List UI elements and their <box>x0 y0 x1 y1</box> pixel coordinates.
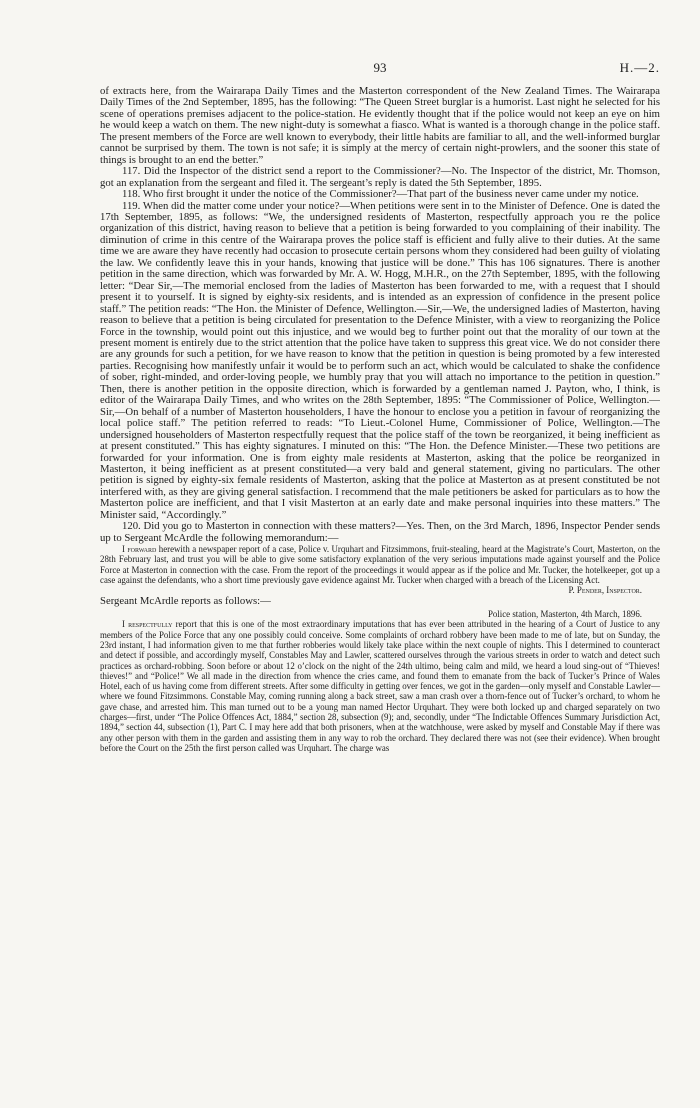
paragraph-118: 118. Who first brought it under the notice of the Commissioner?—That part of the business never came under my notice. <box>122 188 639 201</box>
report-heading: Police station, Masterton, 4th March, 1896. <box>487 609 642 620</box>
inspector-memorandum <box>100 544 660 595</box>
paragraph-continuation: of extracts here, from the Wairarapa Daily Times and the Masterton correspondent of the New Zealand Times. The Wairarapa Daily Times of the 2nd September, 1895, has the following: “The Queen Street burglar is a humorist. Last night he selected for his scene of operations premises adjacent to the police-station. He evidently thought that if the police would not keep an eye on him he would keep a watch on them. The new night-duty is somewhat a fiasco. What is wanted is a thorough change in the police staff. The present members of the Force are well known to everybody, their little habits are familiar to all, and the well-informed burglar cannot be surprised by them. The town is not safe; it is simply at the mercy of certain night-prowlers, and the sooner this state of things is brought to an end the better.” <box>100 85 660 166</box>
memo-signature: P. Pender, Inspector. <box>568 585 642 596</box>
paragraph-117: 117. Did the Inspector of the district send a report to the Commissioner?—No. The Inspector of the district, Mr. Thomson, got an explanation from the sergeant and filed it. The sergeant’s reply is dated the 5th September, 1895. <box>100 165 660 189</box>
memo-text: herewith a newspaper report of a case, Police v. Urquhart and Fitzsimmons, fruit-stealing, heard at the Magistrate’s Court, Masterton, on the 28th February last, and trust you will be able to give some satisfactory explanation of the very serious imputations made against yourself and the Police Force at Masterton in connection with the case. From the report of the proceedings it would appear as if the police and Mr. Tucker, the hotelkeeper, got up a case against the defendants, who a short time previously gave evidence against Mr. Tucker when charged with a breach of the Licensing Act. <box>100 544 660 586</box>
paragraph-sergeant-reports: Sergeant McArdle reports as follows:— <box>100 594 271 607</box>
report-lead: I respectfully <box>122 619 173 630</box>
sergeant-report <box>100 609 660 753</box>
page-header <box>100 60 660 86</box>
report-intro <box>100 596 660 607</box>
report-text: report that this is one of the most extraordinary imputations that has ever been attributed in the hearing of a Court of Justice to any members of the Police Force that any one possibly could conceive. Some complaints of orchard robbery have been made to me of late, but on Sunday, the 23rd instant, I had information given to me that further robberies would likely take place within the next couple of nights. This I determined to counteract and detect if possible, and accordingly myself, Constables May and Lawler, scattered ourselves through the various streets in order to watch and detect such practices as orchard-robbing. Soon before or about 12 o’clock on the night of the 24th ultimo, being calm and mild, we heard a loud sing-out of “Thieves! thieves!” and “Police!” We all made in the direction from whence the cries came, and found them to emanate from the back of Tucker’s Prince of Wales Hotel, each of us having come from different streets. After some difficulty in getting over fences, we got in the garden—only myself and Constable Lawler—where we found Fitzsimmons. Constable May, coming running along a back street, saw a man crash over a thorn-fence out of Tucker’s orchard, to whom he gave chase, and arrested him. This man turned out to be a young man named Hector Urquhart. They were both locked up and charged separately on two charges—first, under “The Police Offences Act, 1884,” section 28, subsection (9); and, secondly, under “The Indictable Offences Summary Jurisdiction Act, 1894,” section 44, subsection (1), Part C. I may here add that both prisoners, when at the watchhouse, were asked by myself and Constable May if there was any other person with them in the garden and assisting them in any way to rob the orchard. They declared there was not (see their evidence). When brought before the Court on the 25th the first person called was Urquhart. The charge was <box>100 619 660 753</box>
page-number: 93 <box>373 60 387 75</box>
main-text <box>100 86 660 544</box>
memo-lead: I forward <box>122 544 157 555</box>
paragraph-119: 119. When did the matter come under your notice?—When petitions were sent in to the Minister of Defence. One is dated the 17th September, 1895, as follows: “We, the undersigned residents of Masterton, respectfully approach you re the police organization of this district, having reason to believe that a petition is being forwarded to you complaining of their inability. The diminution of crime in this centre of the Wairarapa proves the police staff is efficient and fully alive to their duties. At the same time we are aware they have recently had occasion to prosecute certain persons whom they considered had been guilty of violating the law. We confidently leave this in your hands, knowing that justice will be done.” This has 106 signatures. There is another petition in the same direction, which was forwarded by Mr. A. W. Hogg, M.H.R., on the 27th September, 1895, with the following letter: “Dear Sir,—The memorial enclosed from the ladies of Masterton has been forwarded to me, with a request that I should present it to yourself. It is signed by eighty-six residents, and is intended as an expression of confidence in the present police staff.” The petition reads: “The Hon. the Minister of Defence, Wellington.—Sir,—We, the undersigned ladies of Masterton, having reason to believe that a petition is being circulated for presentation to the Defence Minister, with a view to reorganizing the Police Force in the township, would point out this injustice, and we would beg to further point out that the morality of our town at the present moment is entirely due to the strict attention that the police have taken to suppress this great vice. We do not consider there are any grounds for such a petition, for we have reason to know that the petition in question is being promoted by a few interested parties. Recognising how manifestly unfair it would be to perform such an act, which would be calculated to shake the confidence of sober, right-minded, and order-loving people, we humbly pray that you will attach no importance to the petition in question.” Then, there is another petition in the opposite direction, which is forwarded by a gentleman named J. Payton, who, I think, is editor of the Wairarapa Daily Times, and who writes on the 28th September, 1895: “The Commissioner of Police, Wellington.—Sir,—On behalf of a number of Masterton householders, I have the honour to enclose you a petition in favour of reorganizing the local police staff.” The petition referred to reads: “To Lieut.-Colonel Hume, Commissioner of Police, Wellington.—The undersigned householders of Masterton respectfully request that the police staff of the town be reorganized, it being inefficient as at present constituted.” This has eighty signatures. I minuted on this: “The Hon. the Defence Minister.—These two petitions are forwarded for your information. One is from eighty male residents at Masterton, asking that the police be reorganized in Masterton, it being inefficient as at present constituted—a very bald and general statement, giving no particulars. The other petition is signed by eighty-six female residents of Masterton, asking that the police at Masterton as at present constituted be not interfered with, as they are giving general satisfaction. I recommend that the male petitioners be asked for particulars as to how the Masterton police are inefficient, and that I visit Masterton at an early date and make personal inquiries into these matters.” The Minister said, “Accordingly.” <box>100 199 660 521</box>
section-code: H.—2. <box>619 60 660 75</box>
paragraph-120: 120. Did you go to Masterton in connection with these matters?—Yes. Then, on the 3rd March, 1896, Inspector Pender sends up to Sergeant McArdle the following memorandum:— <box>100 520 660 544</box>
document-page <box>100 60 660 753</box>
